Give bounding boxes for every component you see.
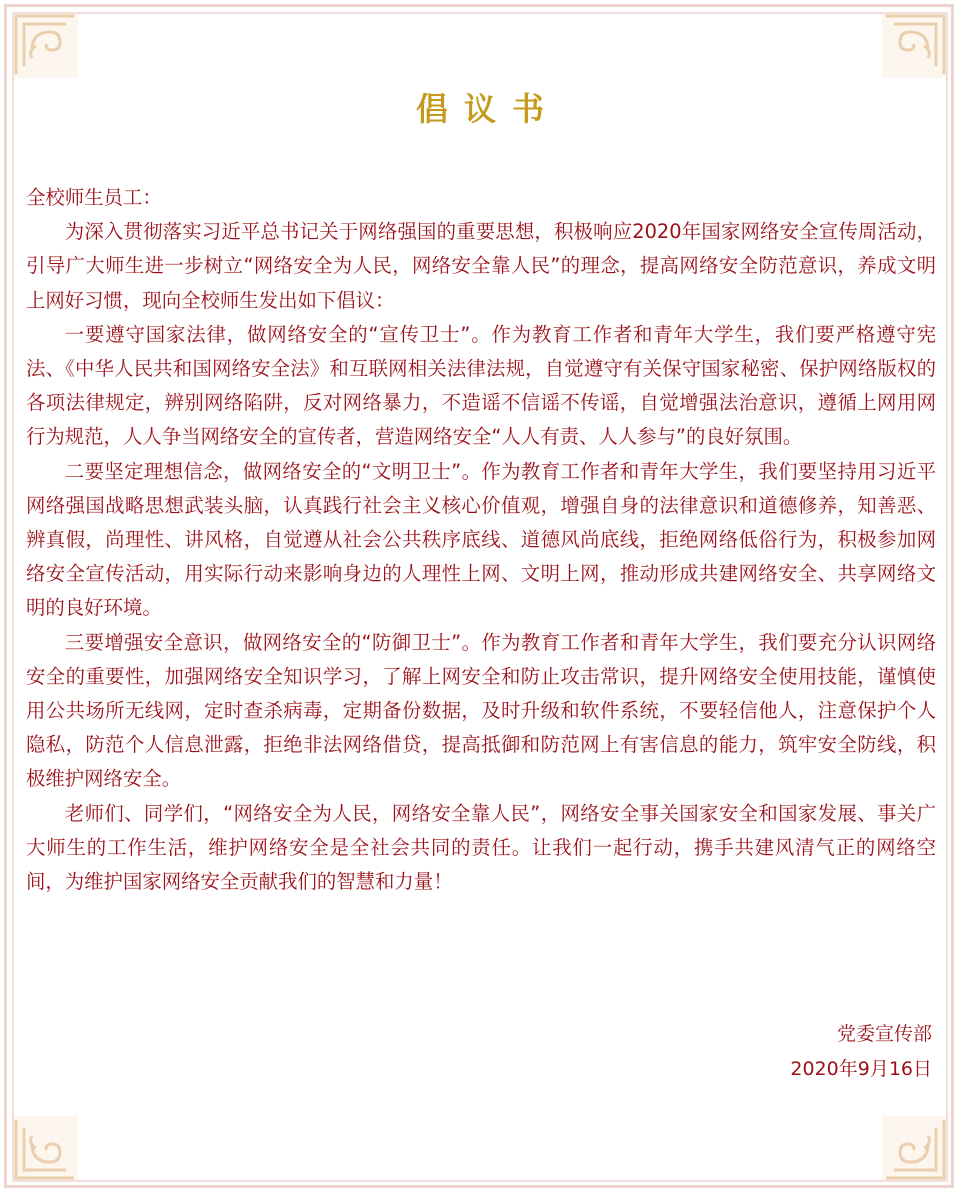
signature-department: 党委宣传部 <box>836 1023 932 1045</box>
paragraph-closing: 老师们、同学们，“网络安全为人民，网络安全靠人民”，网络安全事关国家安全和国家发展、事关广大师生的工作生活，维护网络安全是全社会共同的责任。让我们一起行动，携手共建风清气正的网络空间，为维护国家网络安全贡献我们的智慧和力量！ <box>26 801 936 894</box>
document-title: 倡议书 <box>415 90 560 128</box>
corner-ornament-icon <box>880 10 950 80</box>
paragraph-ideals: 二要坚定理想信念，做网络安全的“文明卫士”。作为教育工作者和青年大学生，我们要坚持用习近平网络强国战略思想武装头脑，认真践行社会主义核心价值观，增强自身的法律意识和道德修养，知善恶、辨真假，尚理性、讲风格，自觉遵从社会公共秩序底线、道德风尚底线，拒绝网络低俗行为，积极参加网络安全宣传活动，用实际行动来影响身边的人理性上网、文明上网，推动形成共建网络安全、共享网络文明的良好环境。 <box>26 459 936 620</box>
salutation: 全校师生员工： <box>26 186 162 209</box>
corner-ornament-icon <box>10 10 80 80</box>
paragraph-security: 三要增强安全意识，做网络安全的“防御卫士”。作为教育工作者和青年大学生，我们要充分认识网络安全的重要性，加强网络安全知识学习，了解上网安全和防止攻击常识，提升网络安全使用技能，谨慎使用公共场所无线网，定时查杀病毒，定期备份数据，及时升级和软件系统，不要轻信他人，注意保护个人隐私，防范个人信息泄露，拒绝非法网络借贷，提高抵御和防范网上有害信息的能力，筑牢安全防线，积极维护网络安全。 <box>26 630 936 791</box>
signature-date: 2020年9月16日 <box>790 1058 932 1080</box>
corner-ornament-icon <box>10 1114 80 1184</box>
paragraph-intro: 为深入贯彻落实习近平总书记关于网络强国的重要思想，积极响应2020年国家网络安全宣传周活动，引导广大师生进一步树立“网络安全为人民，网络安全靠人民”的理念，提高网络安全防范意识，养成文明上网好习惯，现向全校师生发出如下倡议： <box>26 220 936 312</box>
corner-ornament-icon <box>880 1114 950 1184</box>
document-body <box>26 181 936 899</box>
paragraph-law: 一要遵守国家法律，做网络安全的“宣传卫士”。作为教育工作者和青年大学生，我们要严格遵守宪法、《中华人民共和国网络安全法》和互联网相关法律法规，自觉遵守有关保守国家秘密、保护网络版权的各项法律规定，辨别网络陷阱，反对网络暴力，不造谣不信谣不传谣，自觉增强法治意识，遵循上网用网行为规范，人人争当网络安全的宣传者，营造网络安全“人人有责、人人参与”的良好氛围。 <box>26 322 936 449</box>
